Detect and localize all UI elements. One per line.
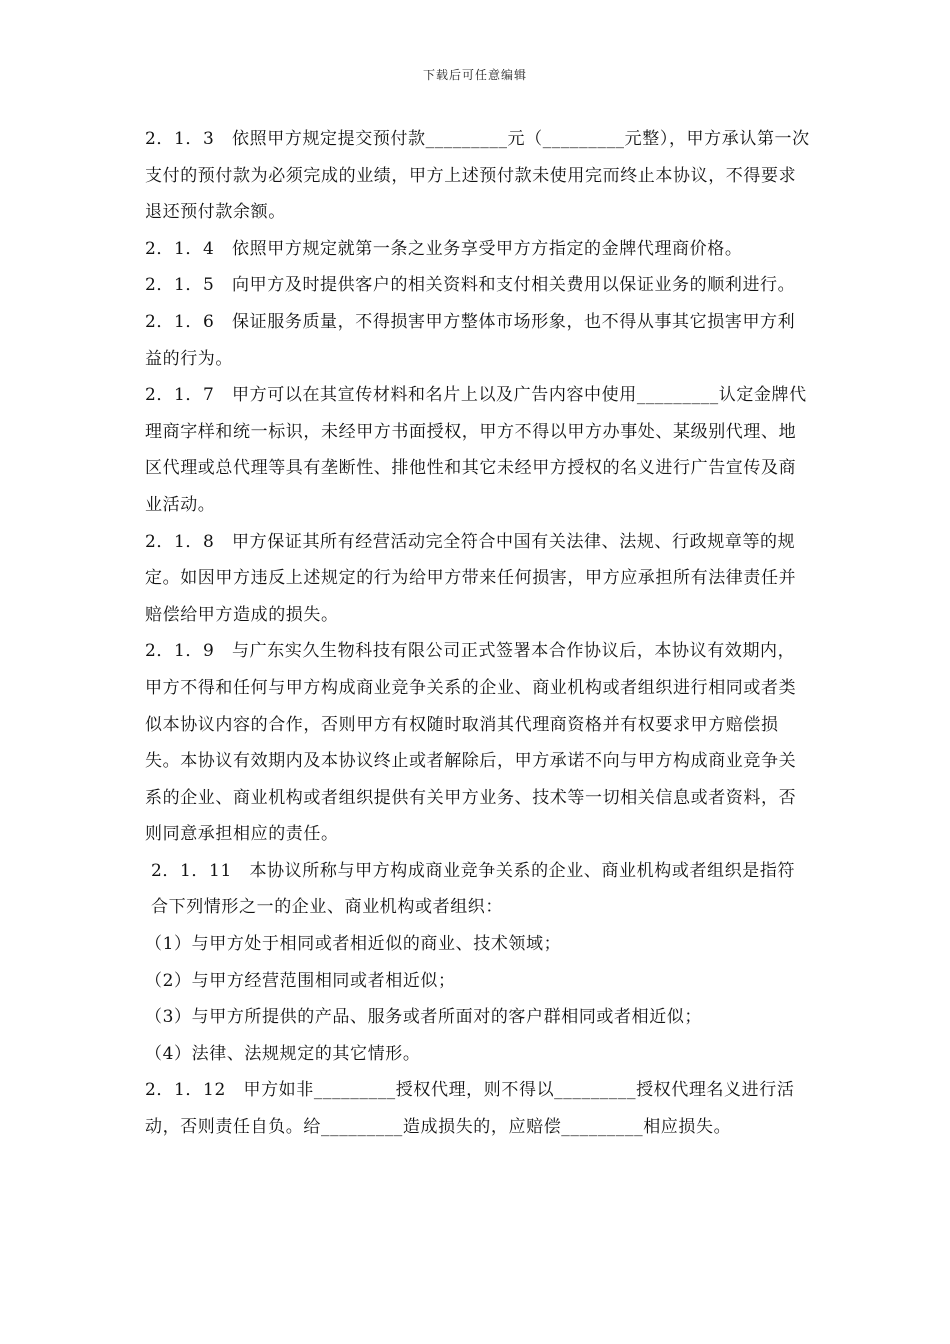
clause-2-1-3: 2．1．3 依照甲方规定提交预付款_________元（_________元整），甲方承认第一次支付的预付款为必须完成的业绩，甲方上述预付款未使用完而终止本协议，不得要求退还预付款余额。 (145, 129, 810, 223)
clause-2-1-12: 2．1．12 甲方如非_________授权代理，则不得以_________授权代理名义进行活动，否则责任自负。给_________造成损失的，应赔偿_________相应损失。 (145, 1080, 795, 1138)
list-item-2: （2）与甲方经营范围相同或者相近似； (145, 970, 456, 991)
list-item-1: （1）与甲方处于相同或者相近似的商业、技术领域； (145, 934, 562, 955)
page-header: 下载后可任意编辑 (422, 68, 527, 82)
clause-2-1-7: 2．1．7 甲方可以在其宣传材料和名片上以及广告内容中使用_________认定金牌代理商字样和统一标识，未经甲方书面授权，甲方不得以甲方办事处、某级别代理、地区代理或总代理等具有垄断性、排他性和其它未经甲方授权的名义进行广告宣传及商业活动。 (145, 385, 807, 515)
clause-2-1-11: 2．1．11 本协议所称与甲方构成商业竞争关系的企业、商业机构或者组织是指符合下列情形之一的企业、商业机构或者组织： (151, 860, 796, 918)
clause-2-1-8: 2．1．8 甲方保证其所有经营活动完全符合中国有关法律、法规、行政规章等的规定。如因甲方违反上述规定的行为给甲方带来任何损害，甲方应承担所有法律责任并赔偿给甲方造成的损失。 (145, 531, 797, 625)
clause-2-1-9: 2．1．9 与广东实久生物科技有限公司正式签署本合作协议后，本协议有效期内，甲方不得和任何与甲方构成商业竞争关系的企业、商业机构或者组织进行相同或者类似本协议内容的合作，否则甲方有权随时取消其代理商资格并有权要求甲方赔偿损失。本协议有效期内及本协议终止或者解除后，甲方承诺不向与甲方构成商业竞争关系的企业、商业机构或者组织提供有关甲方业务、技术等一切相关信息或者资料，否则同意承担相应的责任。 (145, 641, 797, 845)
clause-2-1-4: 2．1．4 依照甲方规定就第一条之业务享受甲方方指定的金牌代理商价格。 (145, 238, 743, 259)
document-body (145, 121, 810, 1146)
clause-2-1-5: 2．1．5 向甲方及时提供客户的相关资料和支付相关费用以保证业务的顺利进行。 (145, 275, 796, 296)
list-item-3: （3）与甲方所提供的产品、服务或者所面对的客户群相同或者相近似； (145, 1007, 703, 1028)
list-item-4: （4）法律、法规规定的其它情形。 (145, 1043, 421, 1064)
clause-2-1-6: 2．1．6 保证服务质量，不得损害甲方整体市场形象，也不得从事其它损害甲方利益的行为。 (145, 311, 796, 369)
